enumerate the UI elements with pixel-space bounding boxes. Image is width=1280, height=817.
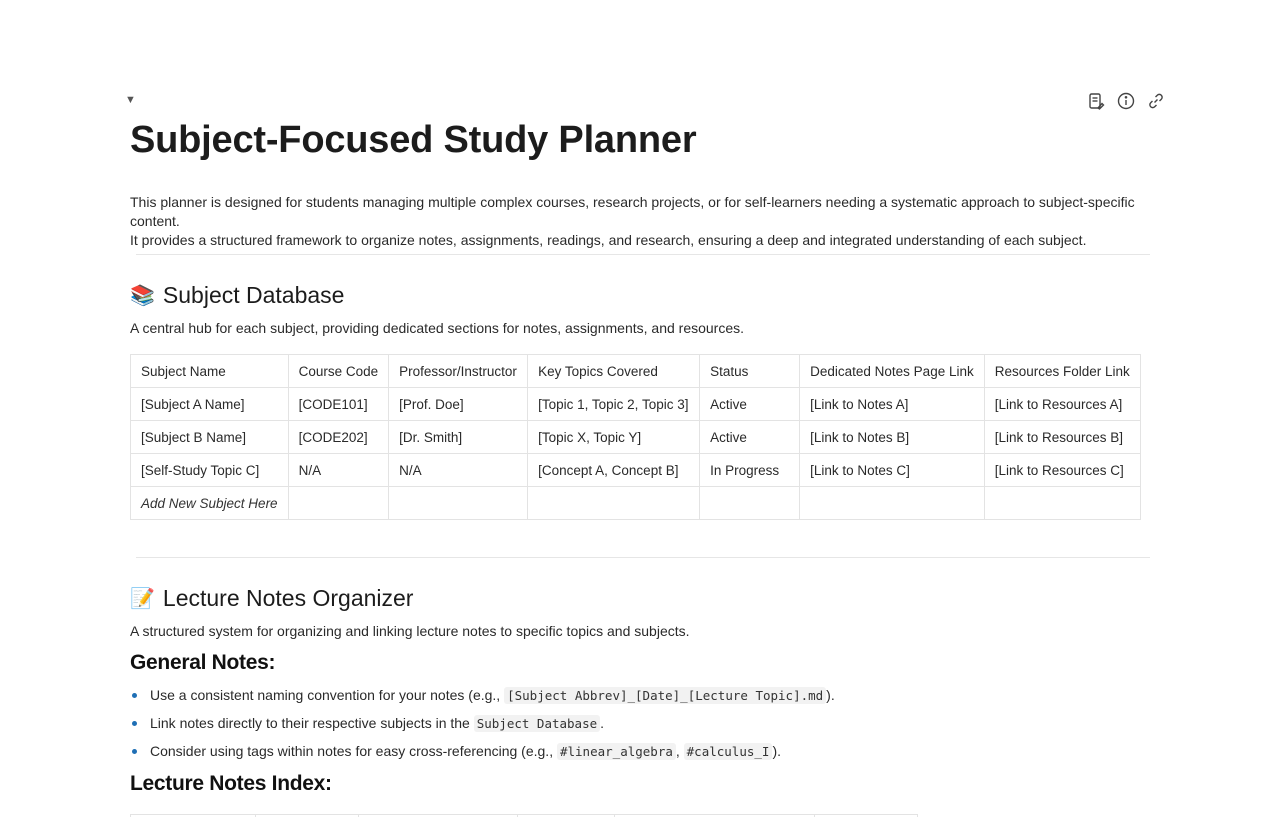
subject-database-description: A central hub for each subject, providing dedicated sections for notes, assignments, and resources. [130,320,745,336]
link-icon[interactable] [1146,91,1166,111]
table-cell[interactable]: N/A [288,454,389,487]
table-cell[interactable]: [Link to Resources B] [984,421,1140,454]
table-cell[interactable]: [Prof. Doe] [389,388,528,421]
list-item [130,711,835,739]
column-header[interactable]: Dedicated Notes Page Link [800,355,985,388]
table-cell[interactable] [800,487,985,520]
table-cell[interactable]: [CODE202] [288,421,389,454]
table-header-row [131,355,1141,388]
inline-code: [Subject Abbrev]_[Date]_[Lecture Topic].md [504,687,826,704]
lecture-notes-index-heading: Lecture Notes Index: [130,772,332,795]
column-header[interactable]: Resources Folder Link [984,355,1140,388]
intro-text [130,193,1160,250]
column-header[interactable]: Status [700,355,800,388]
table-cell[interactable]: [CODE101] [288,388,389,421]
heading-text: Subject Database [162,282,345,308]
subject-database-heading [130,282,344,309]
info-icon[interactable] [1116,91,1136,111]
collapse-toggle-icon[interactable]: ▼ [125,94,136,106]
intro-line: It provides a structured framework to organize notes, assignments, readings, and research, ensuring a deep and integrated understanding of each subject. [130,232,1087,248]
table-cell[interactable]: Active [700,388,800,421]
list-item [130,739,835,767]
list-item [130,683,835,711]
subject-database-table [130,354,1141,520]
column-header[interactable]: Course Code [288,355,389,388]
table-cell[interactable]: [Link to Resources A] [984,388,1140,421]
table-cell[interactable]: [Subject A Name] [131,388,289,421]
page-actions [1086,91,1166,111]
table-cell[interactable]: [Link to Notes C] [800,454,985,487]
table-cell[interactable]: N/A [389,454,528,487]
table-row [131,388,1141,421]
table-row [131,487,1141,520]
table-cell[interactable]: In Progress [700,454,800,487]
table-cell[interactable] [984,487,1140,520]
general-notes-heading: General Notes: [130,651,276,674]
list-item-text: ). [826,687,835,703]
table-cell[interactable] [700,487,800,520]
list-item-text: Link notes directly to their respective subjects in the [150,715,474,731]
table-cell[interactable]: [Link to Notes B] [800,421,985,454]
lecture-notes-description: A structured system for organizing and linking lecture notes to specific topics and subjects. [130,623,690,639]
table-cell[interactable] [389,487,528,520]
books-icon: 📚 [130,285,155,307]
table-cell[interactable]: Active [700,421,800,454]
table-cell[interactable]: [Concept A, Concept B] [528,454,700,487]
column-header[interactable]: Key Topics Covered [528,355,700,388]
notes-edit-icon[interactable] [1086,91,1106,111]
table-cell[interactable] [288,487,389,520]
page-title: Subject-Focused Study Planner [130,119,697,161]
table-cell[interactable]: [Subject B Name] [131,421,289,454]
list-item-text: Use a consistent naming convention for your notes (e.g., [150,687,505,703]
lecture-notes-heading [130,585,413,612]
memo-icon: 📝 [130,588,155,610]
table-row [131,454,1141,487]
table-cell[interactable]: [Self-Study Topic C] [131,454,289,487]
column-header[interactable]: Subject Name [131,355,289,388]
divider [136,254,1150,255]
table-cell[interactable]: [Link to Resources C] [984,454,1140,487]
inline-code: Subject Database [474,715,600,732]
inline-code: #linear_algebra [557,743,676,760]
general-notes-list [130,683,835,767]
table-cell[interactable]: [Topic X, Topic Y] [528,421,700,454]
inline-code: #calculus_I [684,743,773,760]
column-header[interactable]: Professor/Instructor [389,355,528,388]
list-item-text: ). [772,743,782,759]
table-row [131,421,1141,454]
heading-text: Lecture Notes Organizer [162,585,414,611]
table-cell[interactable]: [Topic 1, Topic 2, Topic 3] [528,388,700,421]
list-item-text: Consider using tags within notes for easy cross-referencing (e.g., [150,743,557,759]
list-item-text: , [675,743,684,759]
table-cell[interactable]: [Link to Notes A] [800,388,985,421]
add-subject-cell[interactable]: Add New Subject Here [131,487,289,520]
divider [136,557,1150,558]
list-item-text: . [600,715,605,731]
table-cell[interactable] [528,487,700,520]
table-cell[interactable]: [Dr. Smith] [389,421,528,454]
intro-line: This planner is designed for students managing multiple complex courses, research projects, or for self-learners needing a systematic approach to subject-specific content. [130,194,1135,229]
